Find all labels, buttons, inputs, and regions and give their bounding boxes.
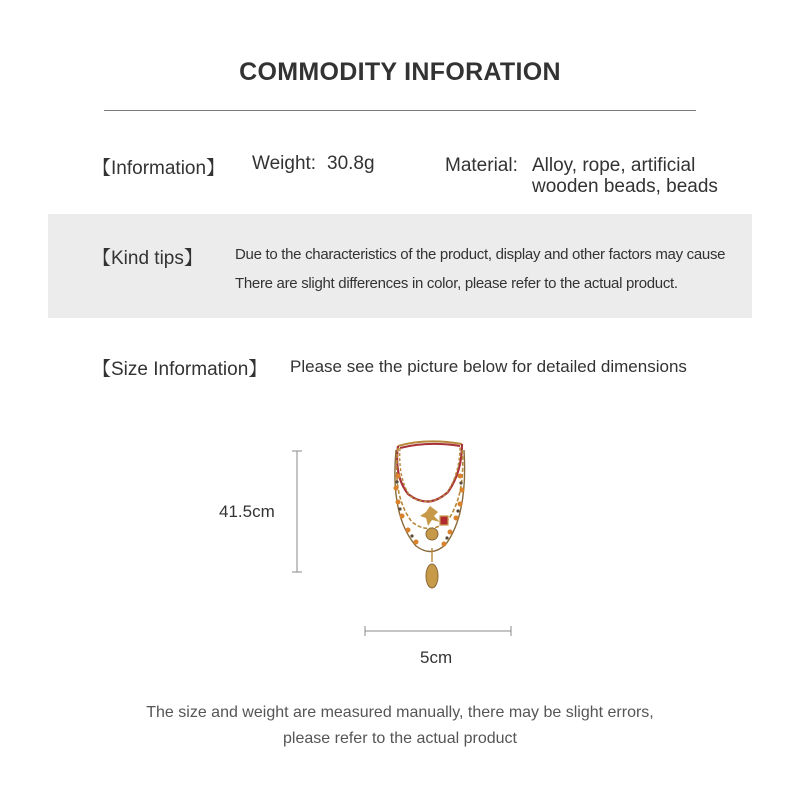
kind-tips-line1: Due to the characteristics of the product, display and other factors may cause xyxy=(235,246,726,263)
width-dimension-line xyxy=(362,622,514,640)
material-value-line1: Alloy, rope, artificial xyxy=(532,155,696,176)
layered-beaded-necklace-icon xyxy=(386,436,476,596)
kind-tips-line2: There are slight differences in color, please refer to the actual product. xyxy=(235,275,678,292)
height-dimension-line xyxy=(288,448,308,576)
page-title: COMMODITY INFORATION xyxy=(239,58,561,86)
weight-value: 30.8g xyxy=(327,153,375,174)
height-dimension-label: 41.5cm xyxy=(219,502,275,521)
size-information-label: 【Size Information】 xyxy=(92,359,268,380)
note-line1: The size and weight are measured manually, there may be slight errors, xyxy=(146,704,654,721)
information-label: 【Information】 xyxy=(92,158,226,179)
weight-label: Weight: xyxy=(252,153,317,174)
note-line2: please refer to the actual product xyxy=(283,730,517,747)
material-value-line2: wooden beads, beads xyxy=(532,176,718,197)
width-dimension-label: 5cm xyxy=(420,648,453,667)
material-label: Material: xyxy=(445,155,518,176)
kind-tips-label: 【Kind tips】 xyxy=(92,248,203,269)
size-information-text: Please see the picture below for detailed dimensions xyxy=(290,357,687,376)
title-divider xyxy=(104,110,696,111)
